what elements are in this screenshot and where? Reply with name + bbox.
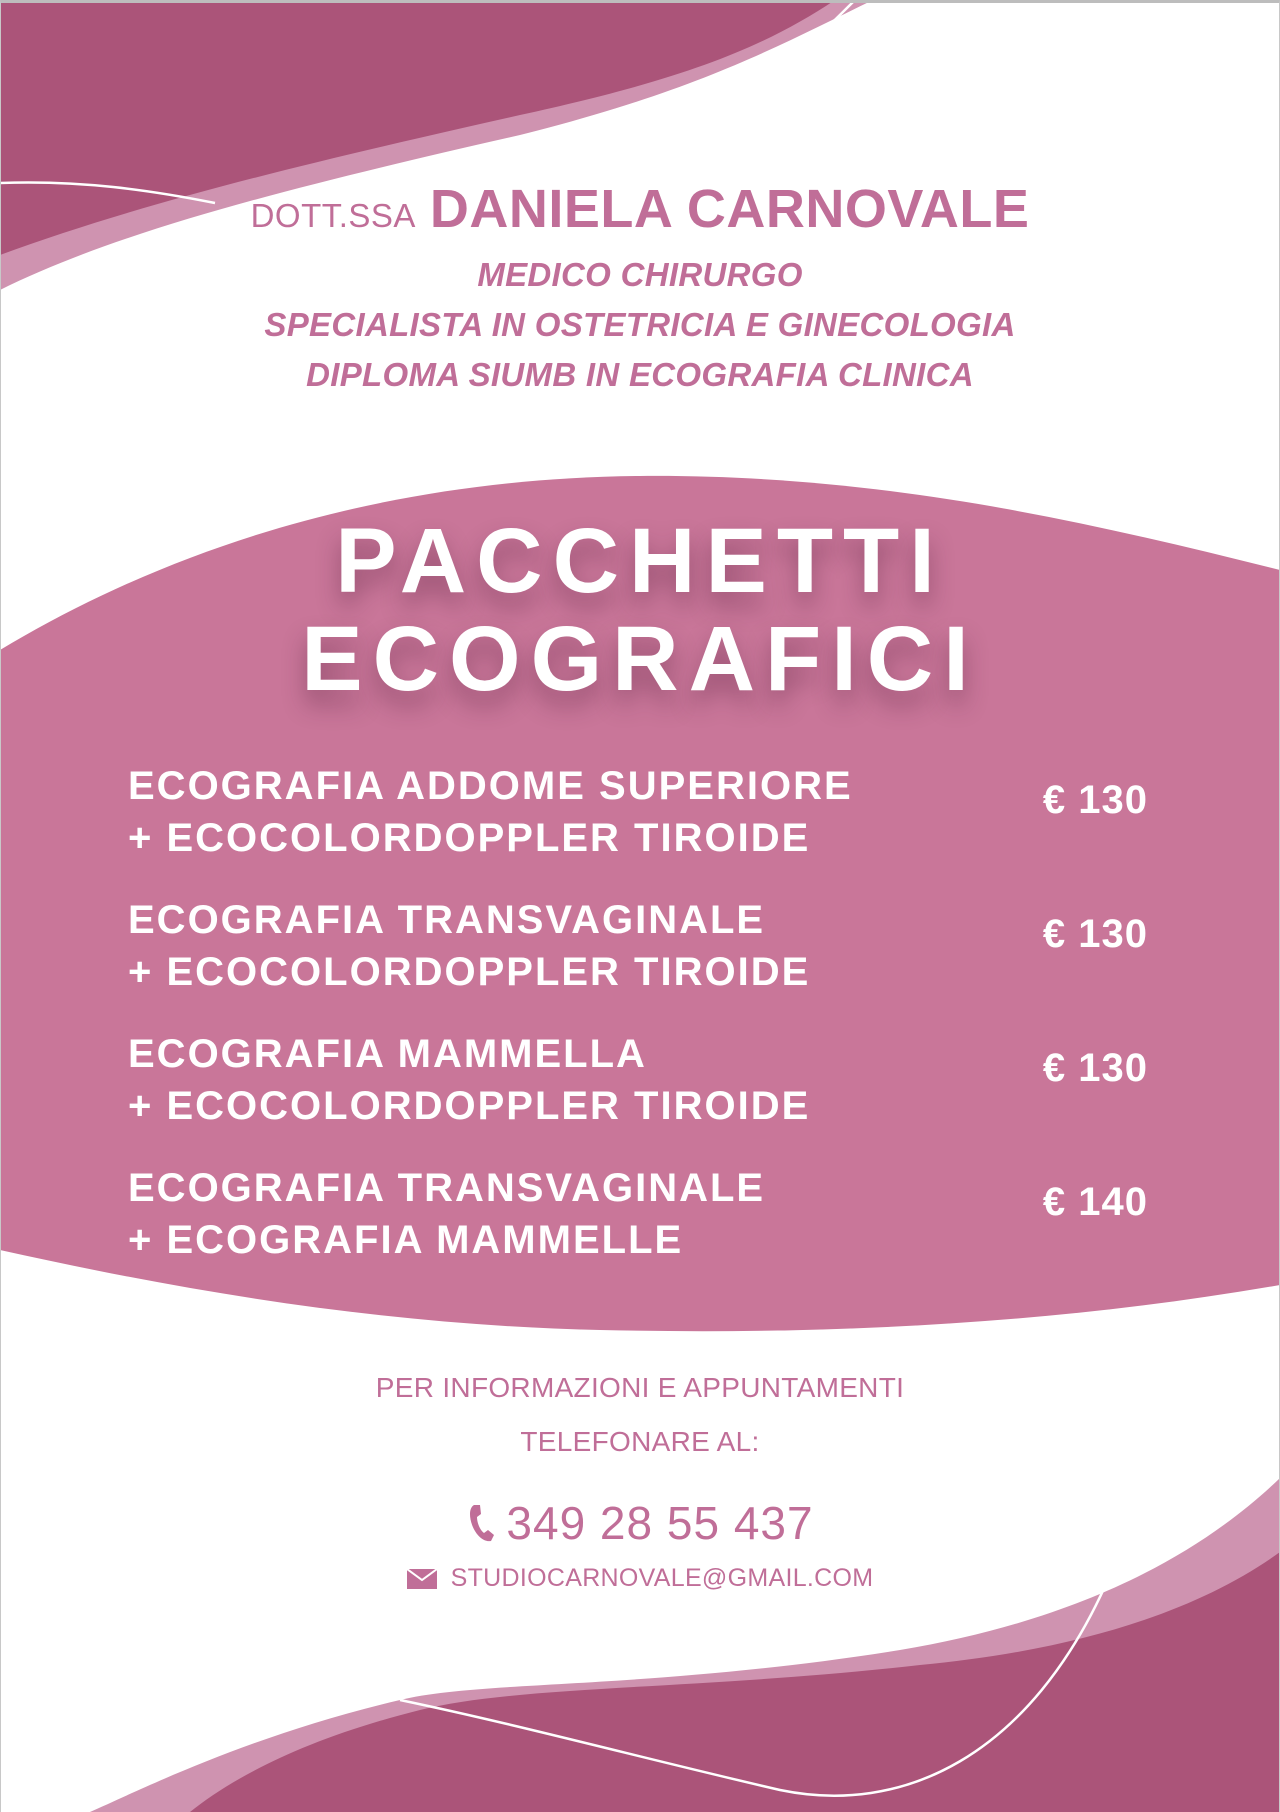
info-line-2: TELEFONARE AL: bbox=[520, 1426, 760, 1457]
package-price: € 130 bbox=[1042, 1046, 1148, 1090]
envelope-icon bbox=[407, 1569, 437, 1589]
phone-row bbox=[0, 1496, 1280, 1550]
email-address[interactable]: STUDIOCARNOVALE@GMAIL.COM bbox=[450, 1564, 874, 1592]
package-item bbox=[128, 760, 1148, 894]
package-item bbox=[128, 894, 1148, 1028]
package-line-1: ECOGRAFIA TRANSVAGINALE bbox=[128, 898, 766, 942]
subtitle-specialista: SPECIALISTA IN OSTETRICIA E GINECOLOGIA bbox=[264, 306, 1016, 343]
package-line-2: + ECOCOLORDOPPLER TIROIDE bbox=[128, 816, 811, 860]
package-item bbox=[128, 1162, 1148, 1296]
package-line-1: ECOGRAFIA MAMMELLA bbox=[128, 1032, 647, 1076]
contact-section bbox=[0, 1368, 1280, 1593]
package-description bbox=[128, 760, 853, 864]
doctor-name: DANIELA CARNOVALE bbox=[429, 179, 1030, 239]
doctor-prefix: DOTT.SSA bbox=[250, 197, 416, 234]
title-line-1: PACCHETTI bbox=[335, 510, 945, 612]
info-line-1: PER INFORMAZIONI E APPUNTAMENTI bbox=[375, 1372, 905, 1403]
phone-icon bbox=[466, 1503, 496, 1543]
packages-title bbox=[0, 512, 1280, 708]
package-description bbox=[128, 894, 810, 998]
package-item bbox=[128, 1028, 1148, 1162]
package-line-1: ECOGRAFIA TRANSVAGINALE bbox=[128, 1166, 766, 1210]
doctor-line bbox=[0, 178, 1280, 240]
package-line-2: + ECOGRAFIA MAMMELLE bbox=[128, 1218, 684, 1262]
package-line-2: + ECOCOLORDOPPLER TIROIDE bbox=[128, 950, 811, 994]
subtitle-medico: MEDICO CHIRURGO bbox=[477, 256, 803, 293]
package-description bbox=[128, 1162, 765, 1266]
package-line-2: + ECOCOLORDOPPLER TIROIDE bbox=[128, 1084, 811, 1128]
subtitle-diploma: DIPLOMA SIUMB IN ECOGRAFIA CLINICA bbox=[306, 356, 974, 393]
package-price: € 130 bbox=[1042, 912, 1148, 956]
package-line-1: ECOGRAFIA ADDOME SUPERIORE bbox=[128, 764, 853, 808]
doctor-header bbox=[0, 178, 1280, 394]
title-line-2: ECOGRAFICI bbox=[301, 608, 979, 710]
package-description bbox=[128, 1028, 810, 1132]
package-price: € 130 bbox=[1042, 778, 1148, 822]
email-row bbox=[0, 1564, 1280, 1593]
package-list bbox=[128, 760, 1148, 1296]
package-price: € 140 bbox=[1042, 1180, 1148, 1224]
phone-number[interactable]: 349 28 55 437 bbox=[506, 1497, 814, 1549]
